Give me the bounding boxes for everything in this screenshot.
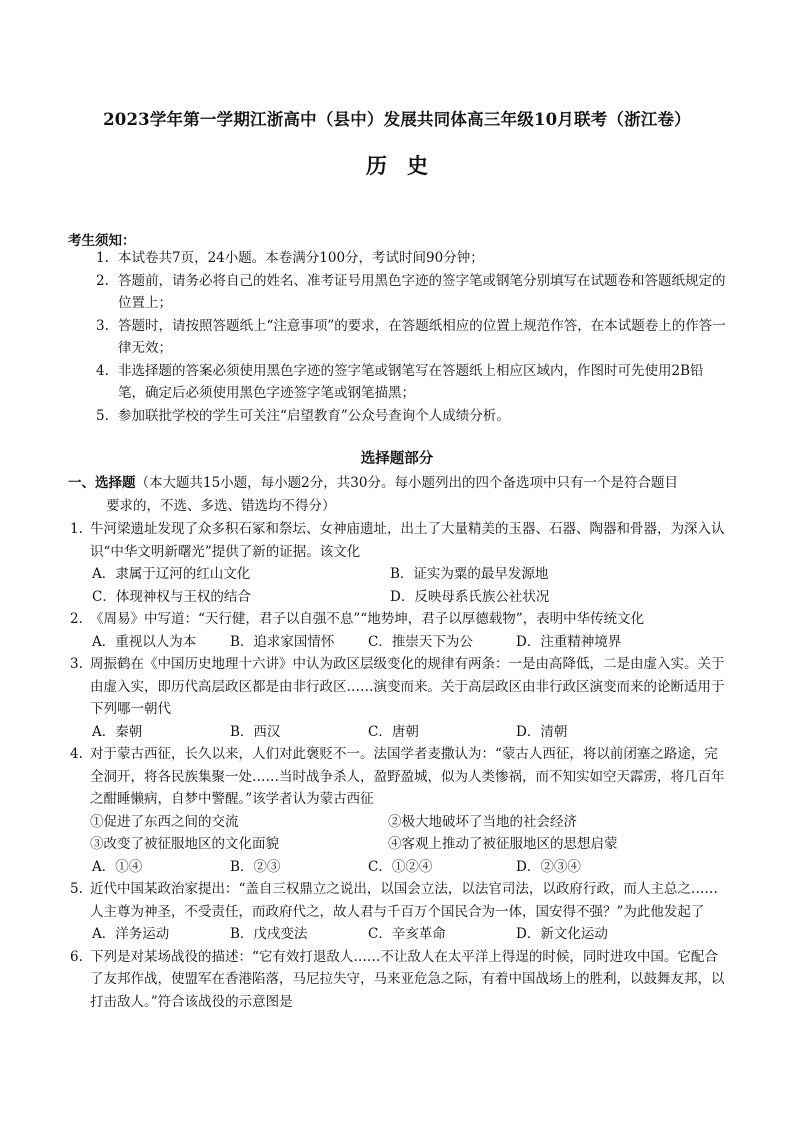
- exam-title: 2023学年第一学期江浙高中（县中）发展共同体高三年级10月联考（浙江卷）: [103, 110, 691, 129]
- statement-group: [90, 811, 725, 856]
- question-stem: 近代中国某政治家提出：“盖自三权鼎立之说出，以国会立法，以法官司法，以政府行政，而人主总之……人主尊为神圣，不受责任，而政府代之，故人君与千百万个国民合为一体，国安得不强？”为此他发起了: [90, 881, 718, 920]
- question-number: 6.: [70, 948, 83, 965]
- option-a[interactable]: A．重视以人为本: [92, 633, 197, 650]
- option-group: [90, 631, 725, 654]
- notice-item-text: 非选择题的答案必须使用黑色字迹的签字笔或钢笔写在答题纸上相应区域内，作图时可先使用2B铅笔，确定后必须使用黑色字迹签字笔或钢笔描黑；: [118, 362, 704, 401]
- option-a[interactable]: A．①④: [92, 858, 143, 875]
- question-number: 2.: [70, 611, 83, 627]
- notice-item: [96, 247, 726, 270]
- question-number: 3.: [70, 656, 83, 672]
- notice-item-text: 答题时，请按照答题纸上“注意事项”的要求，在答题纸相应的位置上规范作答，在本试题卷上的作答一律无效；: [118, 317, 726, 356]
- question-number: 4.: [70, 746, 83, 762]
- notice-list: [96, 247, 726, 427]
- question-stem: 对于蒙古西征，长久以来，人们对此褒贬不一。法国学者麦撒认为：“蒙古人西征，将以前闭塞之路途，完全洞开，将各民族集聚一处……当时战争杀人，盈野盈城，似为人类惨祸，而不知实如空天霹雳，将几百年之酣睡懒病，自梦中警醒。”该学者认为蒙古西征: [90, 746, 725, 807]
- option-d[interactable]: D．②③④: [516, 858, 581, 875]
- notice-item: [96, 405, 726, 428]
- notice-item-text: 参加联批学校的学生可关注“启望教育”公众号查询个人成绩分析。: [118, 407, 510, 424]
- part-instructions-line2: 要求的，不选、多选、错选均不得分）: [106, 497, 336, 514]
- option-group: [90, 923, 725, 946]
- notice-item-text: 本试卷共7页，24小题。本卷满分100分，考试时间90分钟；: [118, 250, 484, 266]
- notice-item-text: 答题前，请务必将自己的姓名、准考证号用黑色字迹的签字笔或钢笔分别填写在试题卷和答题纸规定的位置上；: [118, 272, 726, 311]
- question-2: [70, 608, 725, 653]
- option-group: [90, 721, 725, 744]
- statement-3: ③改变了被征服地区的文化面貌: [90, 836, 279, 852]
- question-number: 1.: [70, 521, 83, 537]
- option-d[interactable]: D．反映母系氏族公社状况: [390, 588, 550, 605]
- option-a[interactable]: A．隶属于辽河的红山文化: [92, 566, 251, 582]
- option-c[interactable]: C．①②④: [368, 858, 433, 875]
- statement-4: ④客观上推动了被征服地区的思想启蒙: [388, 836, 618, 852]
- option-b[interactable]: B．追求家国情怀: [230, 633, 335, 650]
- question-4: [70, 743, 725, 878]
- part-heading: [68, 472, 723, 517]
- option-c[interactable]: C．体现神权与王权的结合: [92, 588, 251, 605]
- statement-1: ①促进了东西之间的交流: [90, 813, 239, 830]
- option-d[interactable]: D．清朝: [516, 723, 568, 740]
- notice-item: [96, 315, 726, 360]
- option-b[interactable]: B．戊戌变法: [230, 926, 308, 942]
- notice-item-number: 3.: [96, 317, 109, 334]
- option-group: [90, 856, 725, 879]
- notice-item-number: 2.: [96, 272, 109, 289]
- notice-heading: 考生须知：: [68, 233, 136, 249]
- question-3: [70, 653, 725, 743]
- option-b[interactable]: B．②③: [230, 858, 281, 875]
- exam-subject: 历史: [366, 153, 448, 178]
- option-c[interactable]: C．推崇天下为公: [368, 633, 473, 650]
- option-a[interactable]: A．秦朝: [92, 723, 143, 740]
- question-stem: 牛河梁遗址发现了众多积石冢和祭坛、女神庙遗址，出土了大量精美的玉器、石器、陶器和骨器，为深入认识“中华文明新曙光”提供了新的证据。该文化: [90, 521, 725, 560]
- option-d[interactable]: D．新文化运动: [516, 926, 608, 942]
- question-stem: 周振鹤在《中国历史地理十六讲》中认为政区层级变化的规律有两条：一是由高降低，二是由虚入实。关于由虚入实，即历代高层政区都是由非行政区……演变而来。关于高层政区由非行政区演变而来的论断适用于下列哪一朝代: [90, 656, 725, 717]
- question-stem: 《周易》中写道：“天行健，君子以自强不息”“地势坤，君子以厚德载物”，表明中华传统文化: [90, 611, 645, 627]
- section-title: 选择题部分: [360, 450, 434, 467]
- statement-2: ②极大地破坏了当地的社会经济: [388, 813, 577, 830]
- notice-item-number: 5.: [96, 407, 109, 424]
- notice-item-number: 4.: [96, 362, 109, 379]
- option-a[interactable]: A．洋务运动: [92, 926, 170, 942]
- notice-item: [96, 270, 726, 315]
- notice-item-number: 1.: [96, 250, 109, 266]
- notice-item: [96, 360, 726, 405]
- part-instructions-line1: （本大题共15小题，每小题2分，共30分。每小题列出的四个备选项中只有一个是符合题目: [135, 475, 678, 491]
- question-6: [70, 946, 725, 1014]
- option-b[interactable]: B．证实为粟的最早发源地: [390, 566, 549, 582]
- part-lead: 一、选择题: [68, 475, 136, 491]
- option-c[interactable]: C．唐朝: [368, 723, 419, 740]
- option-c[interactable]: C．辛亥革命: [368, 926, 446, 942]
- question-stem: 下列是对某场战役的描述：“它有效打退敌人……不让敌人在太平洋上得逞的时候，同时进攻中国。它配合了友邦作战，使盟军在香港陷落，马尼拉失守，马来亚危急之际，有着中国战场上的胜利，以鼓舞友邦，以打击敌人。”符合该战役的示意图是: [90, 948, 725, 1010]
- option-group: [90, 563, 725, 608]
- question-1: [70, 518, 725, 608]
- option-d[interactable]: D．注重精神境界: [516, 633, 622, 650]
- question-number: 5.: [70, 881, 83, 897]
- option-b[interactable]: B．西汉: [230, 723, 281, 740]
- question-5: [70, 878, 725, 946]
- question-list: [70, 518, 725, 1013]
